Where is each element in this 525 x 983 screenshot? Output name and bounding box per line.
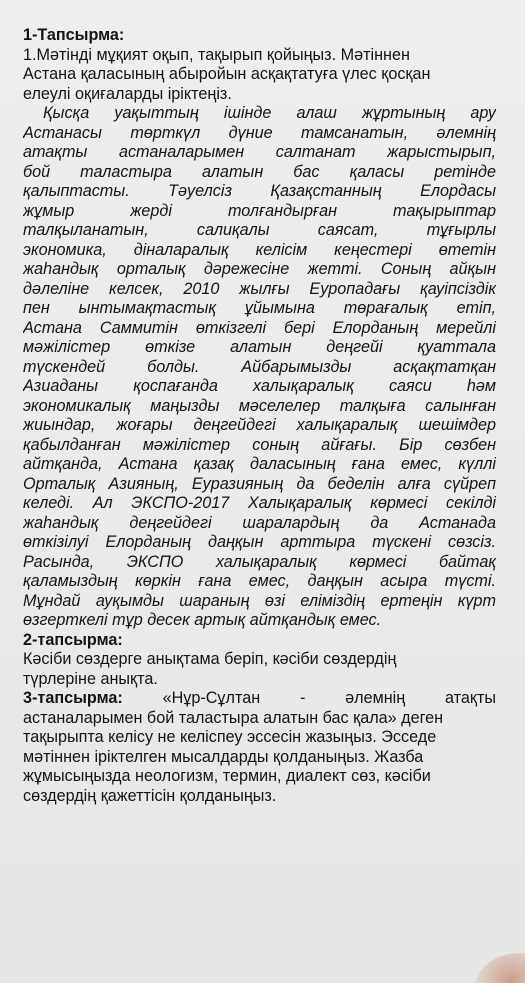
task1-text-line: өзгерткелі тұр десек артық айтқандық емес. — [23, 611, 382, 629]
task1-instruction-line: елеулі оқиғаларды іріктеңіз. — [23, 84, 232, 103]
task1-text-line: пен ынтымақтастық ұйымына төрағалық етіп, — [23, 299, 496, 317]
task1-text-line: атақты астаналарымен салтанат жарыстырып, — [23, 143, 496, 161]
task1-instruction-line: 1.Мәтінді мұқият оқып, тақырып қойыңыз. Мәтіннен — [23, 45, 410, 64]
task1-text-line: мәжілістер өткізе алатын деңгейі қуаттала — [23, 338, 496, 356]
task3-first-line — [23, 689, 496, 709]
task3-first-line-text: «Нұр-Сұлтан - әлемнің атақты — [162, 689, 496, 707]
task1-text-line: Астанасы төрткүл дүние тамсанатын, әлемнің — [23, 123, 496, 142]
task1-text-line: Азиаданы қоспағанда халықаралық саяси һәм — [23, 377, 496, 395]
task1-text-line: жұмыр жерді толғандырған тақырыптар — [23, 201, 496, 220]
worksheet-content — [23, 26, 496, 806]
task2-line: Кәсіби сөздерге анықтама беріп, кәсіби сөздердің — [23, 650, 397, 668]
task1-text-line: қабылданған мәжілістер соның айғағы. Бір сөзбен — [23, 435, 496, 454]
task1-text-line: экономикалық маңызды мәселелер талқыға салынған — [23, 396, 496, 415]
task1-text-line: жаһандық деңгейдегі шаралардың да Астанада — [23, 513, 496, 532]
task1-text-line: Астана Саммитін өткізгелі бері Елорданың мерейлі — [23, 318, 496, 337]
task1-text-line: экономика, діналаралық келісім кеңестері өтетін — [23, 240, 496, 259]
task1-text-line: бой таластыра алатын бас қаласы ретінде — [23, 162, 496, 181]
task1-text-passage — [23, 104, 496, 631]
task1-text-line: қаламыздың көркін ғана емес, даңқын асыра түсті. — [23, 572, 496, 590]
task1-text-line: Мұндай ауқымды шараның өзі еліміздің ертеңін күрт — [23, 591, 496, 610]
task2-heading: 2-тапсырма: — [23, 630, 123, 649]
task1-text-line: жаһандық орталық дәрежесіне жетті. Соның айқын — [23, 260, 496, 278]
task1-text-line: дәлеліне келсек, 2010 жылғы Еуропадағы қауіпсіздік — [23, 279, 496, 298]
task3-line: сөздердің қажеттісін қолданыңыз. — [23, 786, 277, 805]
task1-heading: 1-Тапсырма: — [23, 26, 125, 44]
task1-text-line: жиындар, жоғары деңгейдегі халықаралық шешімдер — [23, 416, 496, 434]
task2-line: түрлеріне анықта. — [23, 669, 158, 688]
task3-line: жұмысыңызда неологизм, термин, диалект сөз, кәсіби — [23, 767, 431, 785]
task3-line: тақырыпта келісу не келіспеу эссесін жазыңыз. Эсседе — [23, 728, 437, 746]
task1-text-line: келеді. Ал ЭКСПО-2017 Халықаралық көрмесі секілді — [23, 494, 496, 512]
task1-text-line: өткізілуі Елорданың даңқын арттыра түскені сөзсіз. — [23, 533, 496, 551]
task1-instruction-line: Астана қаласының абыройын асқақтатуға үлес қосқан — [23, 65, 431, 83]
task1-text-line: Орталық Азияның, Еуразияның да беделін алға сүйреп — [23, 474, 496, 493]
task1-text-line: қалыптасты. Тәуелсіз Қазақстанның Елордасы — [23, 182, 496, 200]
task3-line: мәтіннен іріктелген мысалдарды қолданыңыз. Жазба — [23, 747, 424, 766]
task1-text-line: түскендей болды. Айбарымызды асқақтатқан — [23, 357, 496, 376]
task1-text-line: Қысқа уақыттың ішінде алаш жұртының ару — [43, 104, 496, 122]
task1-text-line: Расында, ЭКСПО халықаралық көрмесі байтақ — [23, 552, 496, 571]
task3-line: астаналарымен бой таластыра алатын бас қала» деген — [23, 708, 444, 727]
task1-text-line: айтқанда, Астана қазақ даласының ғана емес, күллі — [23, 455, 496, 473]
task1-text-line: талқыланатын, салиқалы саясат, тұғырлы — [23, 221, 496, 239]
task3-heading: 3-тапсырма: — [23, 689, 123, 707]
corner-shadow — [475, 953, 525, 983]
